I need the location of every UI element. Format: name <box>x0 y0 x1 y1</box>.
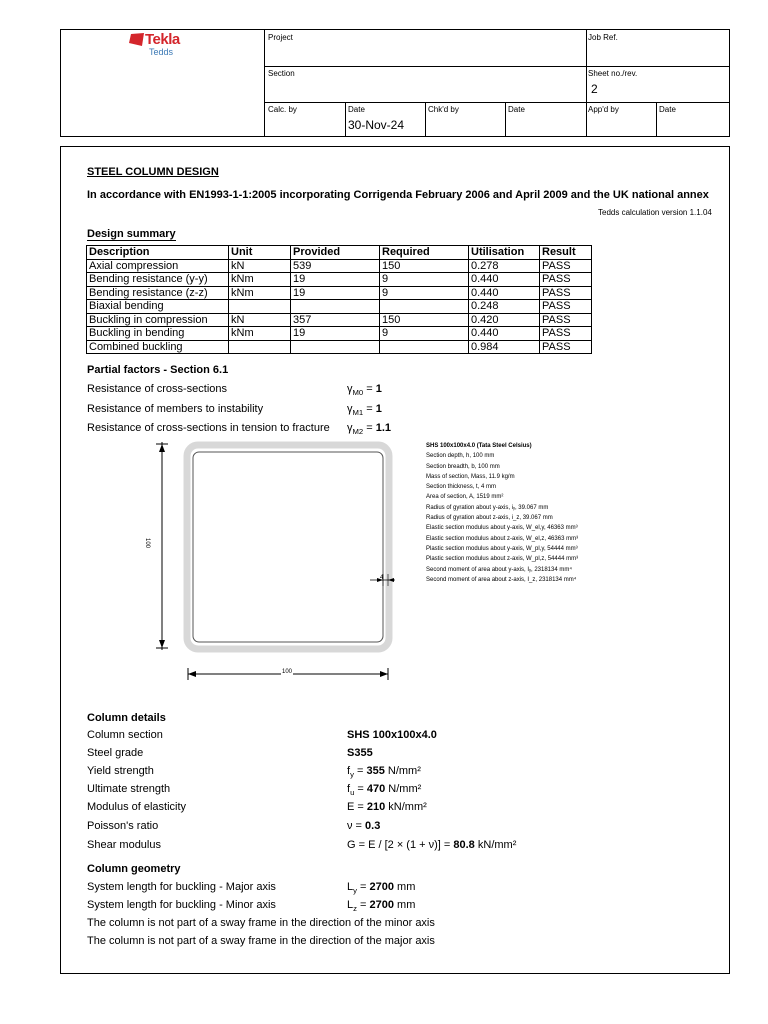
arrow-right-icon <box>380 671 388 677</box>
prop-line: Mass of section, Mass, 11.9 kg/m <box>426 473 515 480</box>
detail-value: ν = 0.3 <box>347 820 381 832</box>
prop-line: Second moment of area about y-axis, Iᵧ, 2318134 mm⁴ <box>426 566 572 573</box>
cell <box>229 340 291 354</box>
cell: kNm <box>229 327 291 341</box>
divider <box>656 102 657 137</box>
cell: Buckling in bending <box>87 327 229 341</box>
detail-value: E = 210 kN/mm² <box>347 801 427 813</box>
version-note: Tedds calculation version 1.1.04 <box>598 208 712 217</box>
cell: Bending resistance (z-z) <box>87 286 229 300</box>
cell: kNm <box>229 286 291 300</box>
section-inner <box>193 452 383 642</box>
cell: 19 <box>291 273 380 287</box>
sheet-label: Sheet no./rev. <box>588 69 638 78</box>
date-value: 30-Nov-24 <box>348 118 405 132</box>
cell: 0.440 <box>469 327 540 341</box>
detail-value: G = E / [2 × (1 + ν)] = 80.8 kN/mm² <box>347 839 517 851</box>
title-block <box>60 29 730 137</box>
dim-thickness-label: 4 <box>380 575 384 581</box>
prop-line: Section thickness, t, 4 mm <box>426 484 497 491</box>
partial-value: $\gamma_{M2} = 1.1$ <box>347 422 392 437</box>
date-label: Date <box>348 105 365 114</box>
cell: Combined buckling <box>87 340 229 354</box>
table-row <box>87 340 592 354</box>
cell: 0.984 <box>469 340 540 354</box>
detail-label: Shear modulus <box>87 839 161 851</box>
cell: Biaxial bending <box>87 300 229 314</box>
divider <box>264 30 265 137</box>
cell: 150 <box>380 259 469 273</box>
detail-value: $f_u = 470$ N/mm² <box>347 783 422 798</box>
table-header-row <box>87 246 592 260</box>
cell: 0.420 <box>469 313 540 327</box>
detail-label: Yield strength <box>87 765 154 777</box>
cell <box>229 300 291 314</box>
cell <box>291 300 380 314</box>
geometry-value: $L_y = 2700$ mm <box>347 881 416 896</box>
cell: kNm <box>229 273 291 287</box>
geometry-note: The column is not part of a sway frame in the direction of the major axis <box>87 935 435 947</box>
cell: Buckling in compression <box>87 313 229 327</box>
col-header: Unit <box>229 246 291 260</box>
dim-width-label: 100 <box>282 669 293 675</box>
prop-line: Radius of gyration about y-axis, iᵧ, 39.067 mm <box>426 504 549 511</box>
geometry-note: The column is not part of a sway frame in the direction of the minor axis <box>87 917 435 929</box>
geometry-label: System length for buckling - Major axis <box>87 881 276 893</box>
cell: 150 <box>380 313 469 327</box>
partial-heading: Partial factors - Section 6.1 <box>87 364 229 376</box>
detail-label: Poisson's ratio <box>87 820 159 832</box>
summary-heading: Design summary <box>87 228 176 240</box>
cell: Bending resistance (y-y) <box>87 273 229 287</box>
cell: PASS <box>540 286 592 300</box>
prop-line: Section depth, h, 100 mm <box>426 453 495 460</box>
col-header: Required <box>380 246 469 260</box>
arrow-up-icon <box>159 444 165 452</box>
cell: 9 <box>380 327 469 341</box>
cell <box>291 340 380 354</box>
geometry-heading: Column geometry <box>87 863 181 875</box>
cell <box>380 340 469 354</box>
table-row <box>87 313 592 327</box>
partial-label: Resistance of cross-sections in tension to fracture <box>87 422 330 434</box>
appd-label: App'd by <box>588 105 619 114</box>
divider <box>264 66 730 67</box>
partial-value: $\gamma_{M1} = 1$ <box>347 403 382 418</box>
project-label: Project <box>268 33 293 42</box>
table-row <box>87 300 592 314</box>
table-row <box>87 273 592 287</box>
cell <box>380 300 469 314</box>
cell: kN <box>229 313 291 327</box>
partial-label: Resistance of cross-sections <box>87 383 227 395</box>
design-summary-table <box>86 245 592 354</box>
cell: PASS <box>540 273 592 287</box>
doc-subtitle: In accordance with EN1993-1-1:2005 incorporating Corrigenda February 2006 and April 2009 and the UK national annex <box>87 189 709 201</box>
partial-label: Resistance of members to instability <box>87 403 264 415</box>
cell: 19 <box>291 327 380 341</box>
cell: 19 <box>291 286 380 300</box>
divider <box>264 102 730 103</box>
cell: 0.278 <box>469 259 540 273</box>
arrow-left-icon <box>188 671 196 677</box>
prop-line: Section breadth, b, 100 mm <box>426 463 500 470</box>
date3-label: Date <box>659 105 676 114</box>
logo-mark-icon <box>129 33 145 47</box>
section-drawing <box>150 438 410 688</box>
detail-label: Steel grade <box>87 747 144 759</box>
jobref-label: Job Ref. <box>588 33 618 42</box>
cell: PASS <box>540 313 592 327</box>
prop-line: Area of section, A, 1519 mm² <box>426 494 504 501</box>
cell: 0.440 <box>469 273 540 287</box>
table-row <box>87 286 592 300</box>
dim-height-label: 100 <box>144 538 150 549</box>
cell: kN <box>229 259 291 273</box>
prop-line: Radius of gyration about z-axis, i_z, 39.067 mm <box>426 515 553 522</box>
geometry-label: System length for buckling - Minor axis <box>87 899 276 911</box>
detail-label: Ultimate strength <box>87 783 171 795</box>
tekla-logo <box>129 31 199 59</box>
logo-brand: Tekla <box>145 31 180 48</box>
detail-label: Modulus of elasticity <box>87 801 187 813</box>
detail-value: $f_y = 355$ N/mm² <box>347 765 421 780</box>
table-row <box>87 259 592 273</box>
prop-line: Elastic section modulus about y-axis, W_el,y, 46363 mm³ <box>426 525 578 532</box>
section-properties <box>426 441 578 585</box>
prop-line: Plastic section modulus about y-axis, W_pl,y, 54444 mm³ <box>426 545 578 552</box>
col-header: Utilisation <box>469 246 540 260</box>
cell: 0.248 <box>469 300 540 314</box>
col-header: Result <box>540 246 592 260</box>
doc-title: STEEL COLUMN DESIGN <box>87 166 219 178</box>
logo-product: Tedds <box>149 47 174 57</box>
cell: 9 <box>380 273 469 287</box>
sheet-value: 2 <box>591 82 598 96</box>
column-details-heading: Column details <box>87 712 166 724</box>
cell: PASS <box>540 327 592 341</box>
detail-value: S355 <box>347 747 373 759</box>
partial-value: $\gamma_{M0} = 1$ <box>347 383 382 398</box>
cell: 357 <box>291 313 380 327</box>
chkd-label: Chk'd by <box>428 105 459 114</box>
table-row <box>87 327 592 341</box>
prop-line: Second moment of area about z-axis, I_z, 2318134 mm⁴ <box>426 576 577 583</box>
date2-label: Date <box>508 105 525 114</box>
cell: Axial compression <box>87 259 229 273</box>
detail-value: SHS 100x100x4.0 <box>347 729 437 741</box>
col-header: Description <box>87 246 229 260</box>
col-header: Provided <box>291 246 380 260</box>
prop-line: Elastic section modulus about z-axis, W_el,z, 46363 mm³ <box>426 535 579 542</box>
cell: 539 <box>291 259 380 273</box>
cell: 9 <box>380 286 469 300</box>
calcby-label: Calc. by <box>268 105 297 114</box>
geometry-value: $L_z = 2700$ mm <box>347 899 416 914</box>
cell: PASS <box>540 340 592 354</box>
cell: PASS <box>540 300 592 314</box>
divider <box>505 102 506 137</box>
cell: 0.440 <box>469 286 540 300</box>
divider <box>586 30 587 137</box>
section-label: Section <box>268 69 295 78</box>
props-title: SHS 100x100x4.0 (Tata Steel Celsius) <box>426 443 532 449</box>
prop-line: Plastic section modulus about z-axis, W_pl,z, 54444 mm³ <box>426 556 579 563</box>
divider <box>345 102 346 137</box>
divider <box>425 102 426 137</box>
arrow-down-icon <box>159 640 165 648</box>
cell: PASS <box>540 259 592 273</box>
detail-label: Column section <box>87 729 163 741</box>
